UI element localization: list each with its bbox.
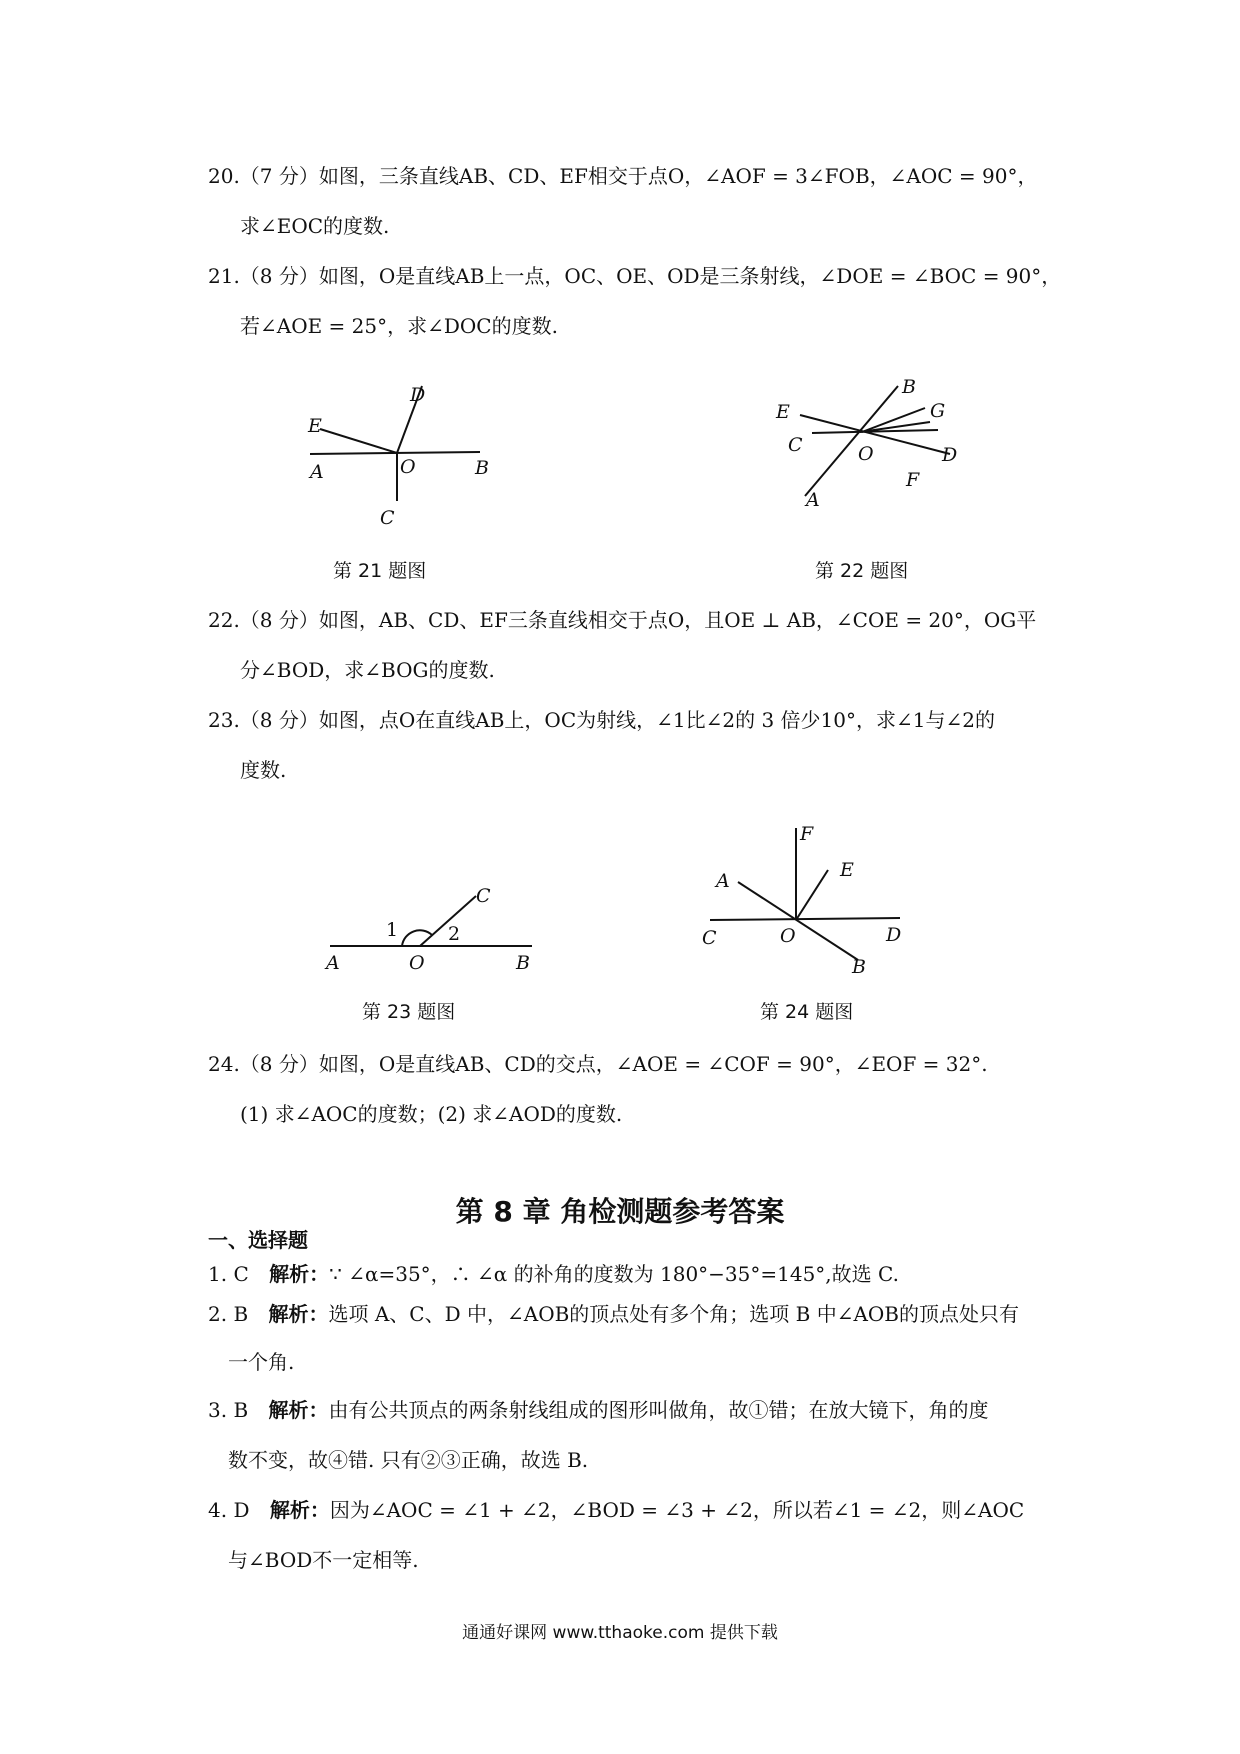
answer-4 xyxy=(208,1496,1024,1524)
q22-line2: 分∠BOD，求∠BOG的度数. xyxy=(240,658,495,682)
q20-line2: 求∠EOC的度数. xyxy=(240,214,390,238)
fig21-label-a: A xyxy=(310,461,324,483)
fig23-label-o: O xyxy=(409,952,425,974)
fig21-label-c: C xyxy=(380,507,395,529)
fig22-label-a: A xyxy=(806,489,820,511)
q23-line2: 度数. xyxy=(240,758,287,782)
figure-21 xyxy=(300,378,520,528)
answer-3-num: 3. B xyxy=(208,1398,249,1422)
fig22-label-g: G xyxy=(930,400,946,422)
answer-2-num: 2. B xyxy=(208,1302,249,1326)
answer-4-line2: 与∠BOD不一定相等. xyxy=(228,1548,419,1572)
answer-2 xyxy=(208,1300,1019,1328)
fig23-label-a: A xyxy=(326,952,340,974)
fig24-caption: 第 24 题图 xyxy=(760,1001,854,1023)
fig24-label-a: A xyxy=(716,870,730,892)
fig23-caption: 第 23 题图 xyxy=(362,1001,456,1023)
q22-line1: 22.（8 分）如图，AB、CD、EF三条直线相交于点O，且OE ⊥ AB，∠COE = 20°，OG平 xyxy=(208,608,1037,632)
q24-line1: 24.（8 分）如图，O是直线AB、CD的交点，∠AOE = ∠COF = 90°，∠EOF = 32°. xyxy=(208,1052,988,1076)
answers-section-title: 一、选择题 xyxy=(208,1228,308,1252)
answer-3-label: 解析： xyxy=(268,1398,329,1422)
q21-line1: 21.（8 分）如图，O是直线AB上一点，OC、OE、OD是三条射线，∠DOE = ∠BOC = 90°， xyxy=(208,264,1062,288)
answer-4-label: 解析： xyxy=(269,1498,330,1522)
fig23-label-2: 2 xyxy=(448,923,461,945)
figure-23 xyxy=(320,868,550,978)
answer-1-num: 1. C xyxy=(208,1262,249,1286)
answer-2-label: 解析： xyxy=(268,1302,329,1326)
fig21-label-b: B xyxy=(475,457,489,479)
fig24-label-o: O xyxy=(780,925,796,947)
figure-24 xyxy=(700,820,930,980)
fig22-label-e: E xyxy=(776,401,790,423)
fig22-label-o: O xyxy=(858,443,874,465)
answer-3 xyxy=(208,1396,989,1424)
fig23-label-c: C xyxy=(476,885,491,907)
answer-3-text: 由有公共顶点的两条射线组成的图形叫做角，故①错；在放大镜下，角的度 xyxy=(328,1398,989,1422)
answer-3-line2: 数不变，故④错. 只有②③正确，故选 B. xyxy=(228,1448,589,1472)
fig24-label-b: B xyxy=(852,956,866,978)
fig23-label-1: 1 xyxy=(386,919,399,941)
fig24-label-d: D xyxy=(886,924,902,946)
answer-4-text: 因为∠AOC = ∠1 + ∠2，∠BOD = ∠3 + ∠2，所以若∠1 = ∠2，则∠AOC xyxy=(329,1498,1025,1522)
fig24-label-f: F xyxy=(800,823,814,845)
answer-1 xyxy=(208,1260,899,1288)
answer-1-text: ∵ ∠α=35°，∴ ∠α 的补角的度数为 180°−35°=145°,故选 C. xyxy=(329,1262,899,1286)
fig22-label-f: F xyxy=(906,469,920,491)
fig22-caption: 第 22 题图 xyxy=(815,560,909,582)
answers-title: 第 8 章 角检测题参考答案 xyxy=(455,1195,785,1228)
q23-line1: 23.（8 分）如图，点O在直线AB上，OC为射线，∠1比∠2的 3 倍少10°，求∠1与∠2的 xyxy=(208,708,995,732)
fig23-label-b: B xyxy=(516,952,530,974)
answer-2-line2: 一个角. xyxy=(228,1350,295,1374)
fig22-label-b: B xyxy=(902,376,916,398)
fig22-label-c: C xyxy=(788,434,803,456)
fig24-label-c: C xyxy=(702,927,717,949)
fig21-label-e: E xyxy=(308,415,322,437)
q21-line2: 若∠AOE = 25°，求∠DOC的度数. xyxy=(240,314,558,338)
fig21-label-o: O xyxy=(400,456,416,478)
fig22-label-d: D xyxy=(942,444,958,466)
fig24-label-e: E xyxy=(840,859,854,881)
answer-2-text: 选项 A、C、D 中，∠AOB的顶点处有多个角；选项 B 中∠AOB的顶点处只有 xyxy=(328,1302,1019,1326)
answer-1-label: 解析： xyxy=(269,1262,330,1286)
page-footer: 通通好课网 www.tthaoke.com 提供下载 xyxy=(462,1623,778,1643)
answer-4-num: 4. D xyxy=(208,1498,250,1522)
fig21-label-d: D xyxy=(410,384,426,406)
q20-line1: 20.（7 分）如图，三条直线AB、CD、EF相交于点O，∠AOF = 3∠FOB，∠AOC = 90°， xyxy=(208,164,1038,188)
figure-22 xyxy=(770,372,990,522)
fig21-caption: 第 21 题图 xyxy=(333,560,427,582)
q24-line2: (1) 求∠AOC的度数；(2) 求∠AOD的度数. xyxy=(240,1102,623,1126)
